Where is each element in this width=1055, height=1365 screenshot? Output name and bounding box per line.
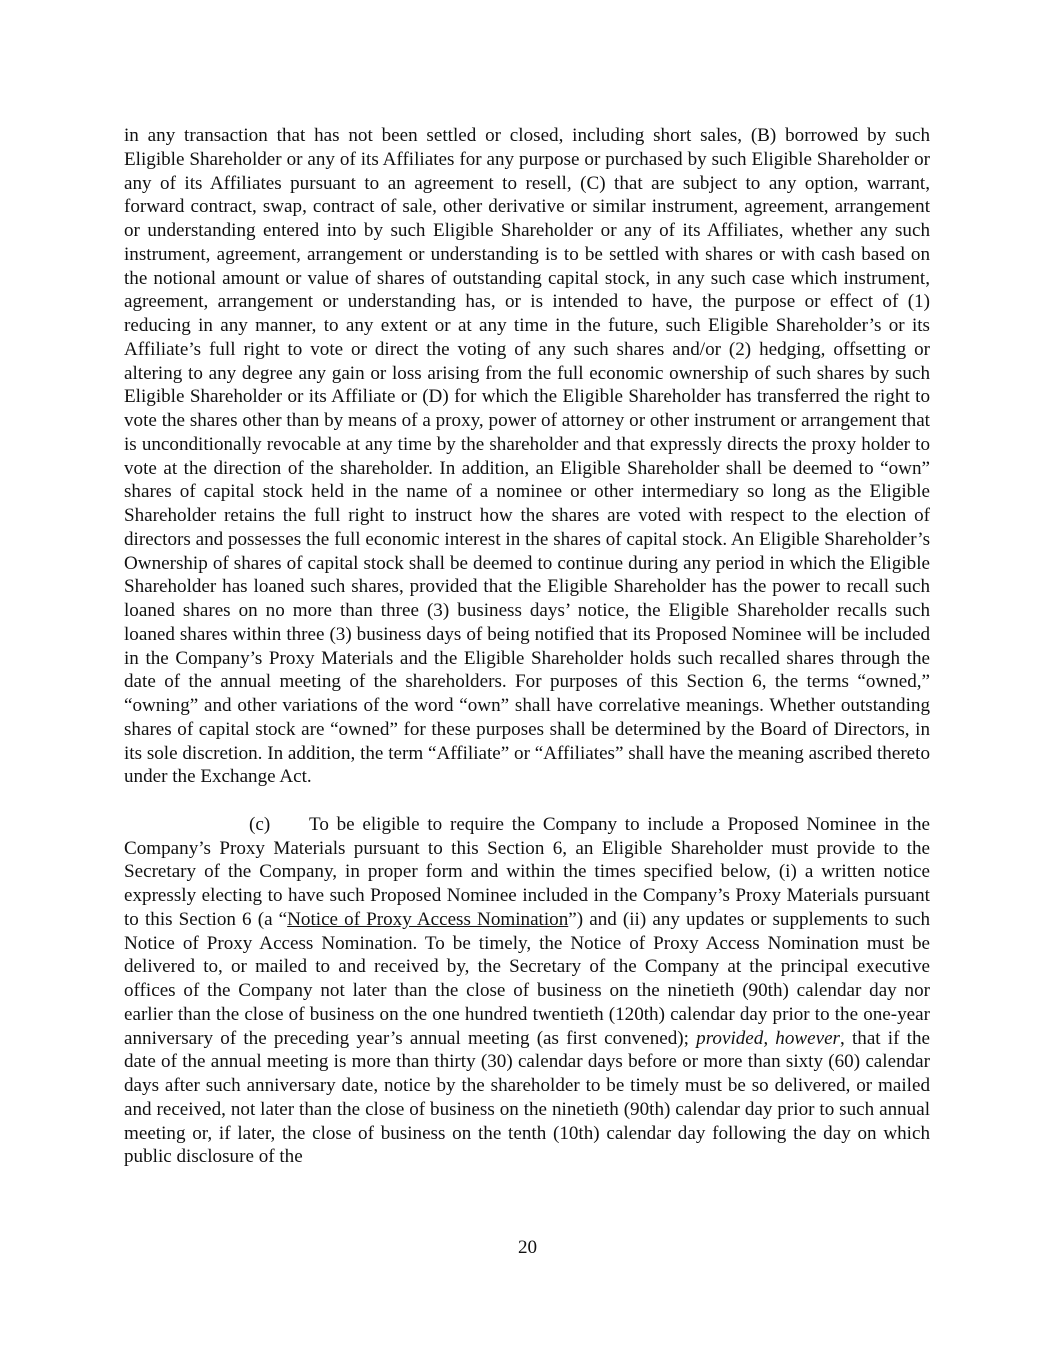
- proviso-italic: provided, however: [696, 1027, 840, 1049]
- paragraph-c-text-2: ”) and (ii) any updates or supplements to such Notice of Proxy Access Nomination. To be timely, the Notice of Proxy Access Nomination must be delivered to, or mailed to and received by, the Secretary of the Company at the principal executive offices of the Company not later than the close of business on the ninetieth (90th) calendar day nor earlier than the close of business on the one hundred twentieth (120th) calendar day prior to the one-year anniversary of the preceding year’s annual meeting (as first convened);: [124, 908, 931, 1049]
- paragraph-ownership-continuation: in any transaction that has not been settled or closed, including short sales, (B) borrowed by such Eligible Shareholder or any of its Affiliates for any purpose or purchased by such Eligible Shareholder or any of its Affiliates pursuant to an agreement to resell, (C) that are subject to any option, warrant, forward contract, swap, contract of sale, other derivative or similar instrument, agreement, arrangement or understanding entered into by such Eligible Shareholder or any of its Affiliates, whether any such instrument, agreement, arrangement or understanding is to be settled with shares or with cash based on the notional amount or value of shares of outstanding capital stock, in any such case which instrument, agreement, arrangement or understanding has, or is intended to have, the purpose or effect of (1) reducing in any manner, to any extent or at any time in the future, such Eligible Shareholder’s or its Affiliate’s full right to vote or direct the voting of any such shares and/or (2) hedging, offsetting or altering to any degree any gain or loss arising from the full economic ownership of such shares by such Eligible Shareholder or its Affiliate or (D) for which the Eligible Shareholder has transferred the right to vote the shares other than by means of a proxy, power of attorney or other instrument or arrangement that is unconditionally revocable at any time by the shareholder and that expressly directs the proxy holder to vote at the direction of the shareholder. In addition, an Eligible Shareholder shall be deemed to “own” shares of capital stock held in the name of a nominee or other intermediary so long as the Eligible Shareholder retains the full right to instruct how the shares are voted with respect to the election of directors and possesses the full economic interest in the shares of capital stock. An Eligible Shareholder’s Ownership of shares of capital stock shall be deemed to continue during any period in which the Eligible Shareholder has loaned such shares, provided that the Eligible Shareholder has the power to recall such loaned shares on no more than three (3) business days’ notice, the Eligible Shareholder recalls such loaned shares within three (3) business days of being notified that its Proposed Nominee will be included in the Company’s Proxy Materials and the Eligible Shareholder holds such recalled shares through the date of the annual meeting of the shareholders. For purposes of this Section 6, the terms “owned,” “owning” and other variations of the word “own” shall have correlative meanings. Whether outstanding shares of capital stock are “owned” for these purposes shall be determined by the Board of Directors, in its sole discretion. In addition, the term “Affiliate” or “Affiliates” shall have the meaning ascribed thereto under the Exchange Act.: [124, 125, 930, 788]
- paragraph-c-text-3: , that if the date of the annual meeting is more than thirty (30) calendar days before or more than sixty (60) calendar days after such anniversary date, notice by the shareholder to be timely must be so delivered, or mailed and received, not later than the close of business on the ninetieth (90th) calendar day prior to such annual meeting or, if later, the close of business on the tenth (10th) calendar day following the day on which public disclosure of the: [124, 1027, 930, 1168]
- defined-term-notice-of-proxy-access-nomination: Notice of Proxy Access Nomination: [287, 908, 569, 930]
- paragraph-c-label: (c): [249, 813, 271, 835]
- document-page: [124, 124, 930, 1169]
- page-number: 20: [517, 1237, 538, 1258]
- paragraph-c-text-1: To be eligible to require the Company to include a Proposed Nominee in the Company’s Proxy Materials pursuant to this Section 6, an Eligible Shareholder must provide to the Secretary of the Company, in proper form and within the times specified below, (i) a written notice expressly electing to have such Proposed Nominee included in the Company’s Proxy Materials pursuant to this Section 6 (a “: [124, 813, 930, 930]
- paragraph-c: [124, 813, 930, 1169]
